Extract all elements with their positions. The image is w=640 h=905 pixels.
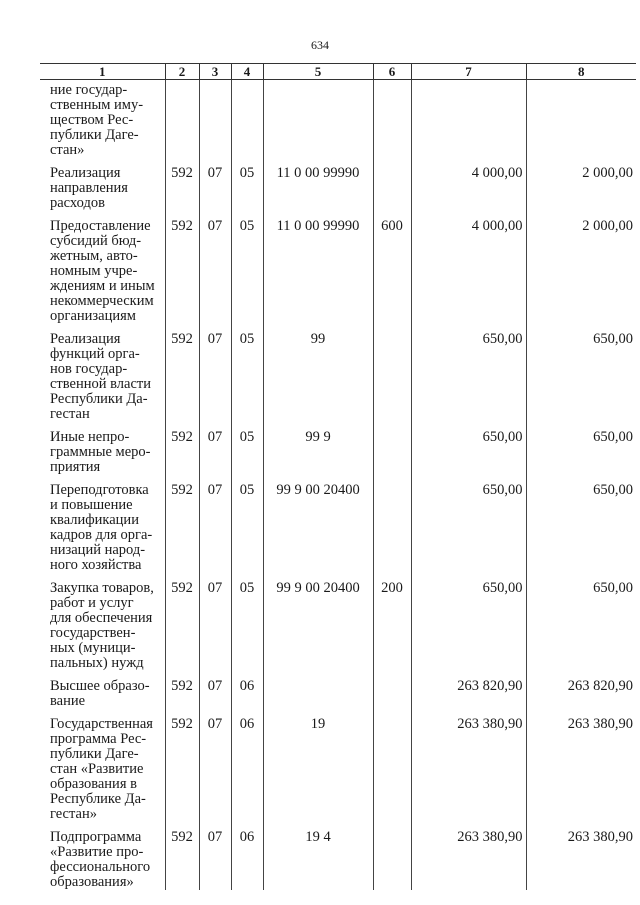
cell-amount-2: 2 000,00 [526, 158, 636, 211]
cell-ministry [165, 80, 199, 159]
header-cell: 3 [199, 64, 231, 80]
cell-target: 99 9 00 20400 [263, 475, 373, 573]
cell-section: 07 [199, 422, 231, 475]
table-row [40, 211, 636, 324]
cell-subsection: 06 [231, 822, 263, 890]
cell-ministry: 592 [165, 422, 199, 475]
cell-subsection: 05 [231, 573, 263, 671]
table-row [40, 80, 636, 159]
table-row [40, 475, 636, 573]
cell-ministry: 592 [165, 573, 199, 671]
cell-amount-1 [411, 80, 526, 159]
cell-amount-2: 650,00 [526, 475, 636, 573]
cell-subsection: 06 [231, 709, 263, 822]
cell-amount-2: 2 000,00 [526, 211, 636, 324]
header-cell: 8 [526, 64, 636, 80]
cell-name: Иные непро- граммные меро- приятия [50, 429, 151, 475]
header-row [40, 64, 636, 80]
cell-section: 07 [199, 822, 231, 890]
cell-amount-1: 650,00 [411, 475, 526, 573]
header-cell: 1 [40, 64, 165, 80]
table-row [40, 158, 636, 211]
cell-expense-type: 600 [373, 211, 411, 324]
table-row [40, 822, 636, 890]
cell-expense-type [373, 422, 411, 475]
cell-amount-2: 650,00 [526, 573, 636, 671]
cell-section: 07 [199, 573, 231, 671]
cell-target: 99 9 00 20400 [263, 573, 373, 671]
cell-target: 99 [263, 324, 373, 422]
cell-name: Государственная программа Рес- публики Даге- стан «Развитие образования в Республике Да- гестан» [50, 716, 153, 822]
cell-amount-2: 263 380,90 [526, 709, 636, 822]
cell-ministry: 592 [165, 475, 199, 573]
budget-table [40, 63, 636, 890]
cell-expense-type [373, 671, 411, 709]
cell-expense-type [373, 324, 411, 422]
cell-amount-1: 4 000,00 [411, 211, 526, 324]
cell-amount-1: 4 000,00 [411, 158, 526, 211]
cell-target: 11 0 00 99990 [263, 211, 373, 324]
cell-subsection: 05 [231, 158, 263, 211]
table-row [40, 709, 636, 822]
cell-ministry: 592 [165, 671, 199, 709]
cell-amount-1: 263 380,90 [411, 709, 526, 822]
cell-subsection: 05 [231, 422, 263, 475]
cell-ministry: 592 [165, 822, 199, 890]
cell-section: 07 [199, 211, 231, 324]
cell-name: Реализация направления расходов [50, 165, 128, 211]
cell-target: 19 4 [263, 822, 373, 890]
cell-ministry: 592 [165, 709, 199, 822]
cell-amount-1: 650,00 [411, 573, 526, 671]
cell-section [199, 80, 231, 159]
cell-subsection: 05 [231, 211, 263, 324]
cell-subsection: 05 [231, 475, 263, 573]
cell-name: Подпрограмма «Развитие про- фессионального образования» [50, 829, 151, 890]
cell-amount-1: 263 820,90 [411, 671, 526, 709]
cell-section: 07 [199, 324, 231, 422]
header-cell: 4 [231, 64, 263, 80]
cell-subsection [231, 80, 263, 159]
page-number: 634 [311, 38, 329, 52]
cell-expense-type [373, 475, 411, 573]
cell-subsection: 05 [231, 324, 263, 422]
table-row [40, 324, 636, 422]
cell-name: Предоставление субсидий бюд- жетным, авто- номным учре- ждениям и иным некоммерческим организациям [50, 218, 155, 324]
cell-expense-type: 200 [373, 573, 411, 671]
cell-amount-1: 650,00 [411, 422, 526, 475]
cell-amount-1: 263 380,90 [411, 822, 526, 890]
cell-name: Высшее образо- вание [50, 678, 150, 709]
cell-ministry: 592 [165, 211, 199, 324]
cell-section: 07 [199, 709, 231, 822]
cell-section: 07 [199, 475, 231, 573]
cell-name: ние государ- ственным иму- ществом Рес- публики Даге- стан» [50, 82, 144, 158]
table-row [40, 573, 636, 671]
header-cell: 2 [165, 64, 199, 80]
cell-name: Переподготовка и повышение квалификации кадров для орга- низаций народ- ного хозяйства [50, 482, 153, 573]
header-cell: 6 [373, 64, 411, 80]
cell-target: 99 9 [263, 422, 373, 475]
cell-section: 07 [199, 671, 231, 709]
cell-section: 07 [199, 158, 231, 211]
table-row [40, 422, 636, 475]
cell-amount-2: 263 380,90 [526, 822, 636, 890]
cell-target [263, 671, 373, 709]
cell-amount-2: 650,00 [526, 422, 636, 475]
cell-target: 19 [263, 709, 373, 822]
cell-amount-2: 263 820,90 [526, 671, 636, 709]
cell-ministry: 592 [165, 324, 199, 422]
cell-target [263, 80, 373, 159]
cell-ministry: 592 [165, 158, 199, 211]
cell-subsection: 06 [231, 671, 263, 709]
cell-name: Реализация функций орга- нов государ- ственной власти Республики Да- гестан [50, 331, 151, 422]
cell-amount-2 [526, 80, 636, 159]
header-cell: 7 [411, 64, 526, 80]
cell-name: Закупка товаров, работ и услуг для обеспечения государствен- ных (муници- пальных) нужд [50, 580, 154, 671]
cell-amount-2: 650,00 [526, 324, 636, 422]
cell-expense-type [373, 158, 411, 211]
table-row [40, 671, 636, 709]
cell-amount-1: 650,00 [411, 324, 526, 422]
cell-expense-type [373, 822, 411, 890]
cell-expense-type [373, 80, 411, 159]
cell-target: 11 0 00 99990 [263, 158, 373, 211]
cell-expense-type [373, 709, 411, 822]
header-cell: 5 [263, 64, 373, 80]
